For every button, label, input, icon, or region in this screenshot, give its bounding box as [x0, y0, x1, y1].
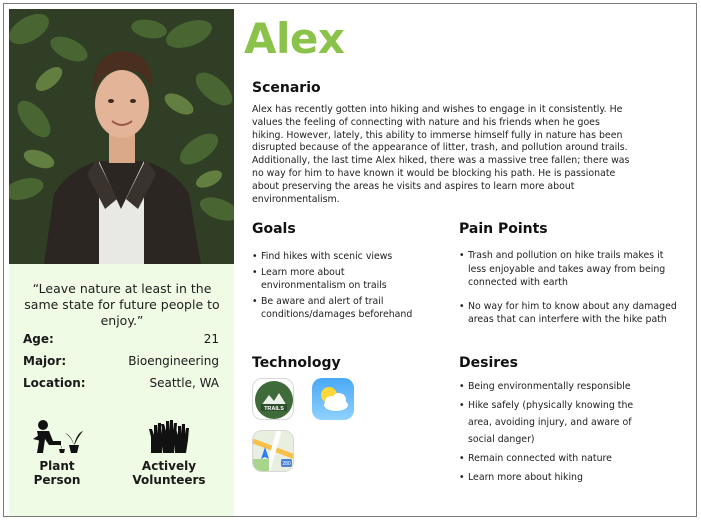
- stat-major: [23, 354, 219, 368]
- goals-list: [252, 250, 432, 324]
- persona-photo-illustration: [9, 9, 234, 264]
- persona-sidebar: [9, 9, 234, 517]
- trait-label: Plant Person: [33, 459, 81, 487]
- stat-label: Location:: [23, 376, 86, 390]
- weather-app-icon: [312, 378, 354, 420]
- trails-app-icon: [252, 378, 294, 420]
- svg-text:280: 280: [282, 461, 291, 467]
- trait-plant-person: [17, 419, 97, 487]
- technology-title: Technology: [252, 355, 341, 371]
- goals-title: Goals: [252, 221, 296, 237]
- trails-badge-text: TRAILS: [264, 406, 284, 412]
- desire-item: • Remain connected with nature: [459, 450, 639, 467]
- trait-volunteers: [109, 419, 229, 487]
- stat-location: [23, 376, 219, 390]
- trait-label: Actively Volunteers: [132, 459, 206, 487]
- goal-item: • Learn more about environmentalism on trails: [252, 266, 432, 293]
- desire-item: • Learn more about hiking: [459, 469, 639, 486]
- persona-name: Alex: [244, 14, 345, 63]
- stat-label: Age:: [23, 332, 54, 346]
- desires-list: [459, 378, 639, 488]
- stat-value: 21: [203, 332, 219, 346]
- goal-item: • Find hikes with scenic views: [252, 250, 432, 264]
- plant-person-icon: [31, 419, 83, 455]
- desire-item: • Being environmentally responsible: [459, 378, 639, 395]
- pain-point-item: • Trash and pollution on hike trails makes it less enjoyable and takes away from being connected with earth: [459, 249, 677, 290]
- maps-app-icon: [252, 430, 294, 472]
- persona-card: [3, 3, 697, 517]
- stat-value: Seattle, WA: [149, 376, 219, 390]
- stat-age: [23, 332, 219, 346]
- scenario-text: Alex has recently gotten into hiking and wishes to engage in it consistently. He values the feeling of connecting with nature and his friends when he goes hiking. However, lately, this ability to immerse himself fully in nature has been disrupted because of the appearance of litter, trash, and pollution around trails. Additionally, the last time Alex hiked, there was a massive tree fallen; there was no way for him to have known it would be blocking his path. He is passionate about preserving the areas he visits and aspires to learn more about environmentalism.: [252, 104, 630, 205]
- desires-title: Desires: [459, 355, 518, 371]
- stat-label: Major:: [23, 354, 67, 368]
- persona-quote: “Leave nature at least in the same state for future people to enjoy.”: [24, 281, 220, 328]
- pain-points-title: Pain Points: [459, 221, 548, 237]
- stat-value: Bioengineering: [128, 354, 219, 368]
- persona-photo: [9, 9, 234, 264]
- volunteer-hands-icon: [146, 419, 192, 455]
- goal-item: • Be aware and alert of trail conditions/damages beforehand: [252, 295, 432, 322]
- desire-item: • Hike safely (physically knowing the area, avoiding injury, and aware of social danger): [459, 397, 639, 448]
- pain-points-list: [459, 249, 677, 329]
- scenario-title: Scenario: [252, 80, 321, 96]
- pain-point-item: • No way for him to know about any damaged areas that can interfere with the hike path: [459, 300, 677, 327]
